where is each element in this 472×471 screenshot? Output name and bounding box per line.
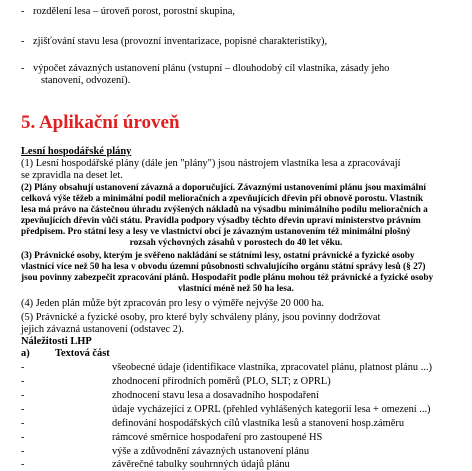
paragraph-3-line: vlastnící více než 50 ha lesa v obvodu územní působnosti schvalujícího orgánu státní správy lesů (§ 27)	[21, 262, 426, 272]
bullet-dash: -	[21, 36, 25, 47]
paragraph-2-line: lesa má právo na částečnou úhradu zvýšených nákladů na výsadbu minimálního podílu melioračních a	[21, 205, 428, 215]
list-item: rámcové směrnice hospodaření pro zastoupené HS	[112, 432, 323, 443]
paragraph-1-line: (1) Lesní hospodářské plány (dále jen "plány") jsou nástrojem vlastníka lesa a zpracovávají	[21, 158, 401, 169]
list-item: údaje vycházející z OPRL (přehled vyhlášených kategorií lesa + omezení ...)	[112, 404, 431, 415]
paragraph-3-line: (3) Právnické osoby, kterým je svěřeno nakládání se státními lesy, ostatní právnické a fyzické osoby	[21, 251, 415, 261]
bullet-text: rozdělení lesa – úroveň porost, porostní skupina,	[33, 6, 235, 17]
section-marker: a)	[21, 348, 30, 359]
bullet-text: výpočet závazných ustanovení plánu (vstupní – dlouhodobý cíl vlastníka, zásady jeho	[33, 63, 390, 74]
paragraph-2-line: předpisem. Pro státní lesy a lesy ve vlastnictví obcí je závazným ustanovením též minimální plošný	[21, 227, 411, 237]
nalezitosti-title: Náležitosti LHP	[21, 336, 92, 347]
paragraph-4: (4) Jeden plán může být zpracován pro lesy o výměře nejvýše 20 000 ha.	[21, 298, 324, 309]
list-dash: -	[21, 446, 25, 457]
paragraph-2-line: (2) Plány obsahují ustanovení závazná a doporučující. Závaznými ustanoveními plánu jsou maximální	[21, 183, 426, 193]
textova-cast-title: Textová část	[55, 348, 110, 359]
list-item: závěrečné tabulky souhrnných údajů plánu	[112, 459, 290, 470]
bullet-dash: -	[21, 63, 25, 74]
paragraph-5-line: jejich závazná ustanovení (odstavec 2).	[21, 324, 185, 335]
list-dash: -	[21, 362, 25, 373]
paragraph-1-line: se zpravidla na deset let.	[21, 170, 123, 181]
list-item: všeobecné údaje (identifikace vlastníka, zpracovatel plánu, platnost plánu ...)	[112, 362, 432, 373]
paragraph-5-line: (5) Právnické a fyzické osoby, pro které byly schváleny plány, jsou povinny dodržovat	[21, 312, 381, 323]
paragraph-3-line: jsou povinny zabezpečit zpracování plánů. Hospodařit podle plánu mohou též právnické a fyzické osoby	[21, 273, 434, 283]
list-dash: -	[21, 418, 25, 429]
lhp-title: Lesní hospodářské plány	[21, 146, 132, 157]
bullet-dash: -	[21, 6, 25, 17]
paragraph-3-line: vlastnící méně než 50 ha lesa.	[178, 284, 294, 294]
list-dash: -	[21, 390, 25, 401]
list-item: výše a zdůvodnění závazných ustanovení plánu	[112, 446, 310, 457]
section-heading: 5. Aplikační úroveň	[21, 112, 180, 133]
list-dash: -	[21, 404, 25, 415]
list-item: definování hospodářských cílů vlastníka lesů a stanovení hosp.záměru	[112, 418, 405, 429]
paragraph-2-line: zpevňujících dřevin vůči státu. Pravidla podpory výsadby těchto dřevin upraví ministerstvo právním	[21, 216, 421, 226]
list-item: zhodnocení stavu lesa a dosavadního hospodaření	[112, 390, 319, 401]
list-dash: -	[21, 459, 25, 470]
list-item: zhodnocení přírodních poměrů (PLO, SLT; z OPRL)	[112, 376, 331, 387]
bullet-text: zjišťování stavu lesa (provozní inventarizace, popisné charakteristiky),	[33, 36, 328, 47]
bullet-text-continued: stanovení, odvození).	[41, 75, 131, 86]
paragraph-2-line: rozsah výchovných zásahů v porostech do 40 let věku.	[129, 238, 343, 248]
list-dash: -	[21, 432, 25, 443]
list-dash: -	[21, 376, 25, 387]
paragraph-2-line: celková výše těžeb a minimální podíl melioračních a zpevňujících dřevin při obnově porostu. Vlastník	[21, 194, 424, 204]
